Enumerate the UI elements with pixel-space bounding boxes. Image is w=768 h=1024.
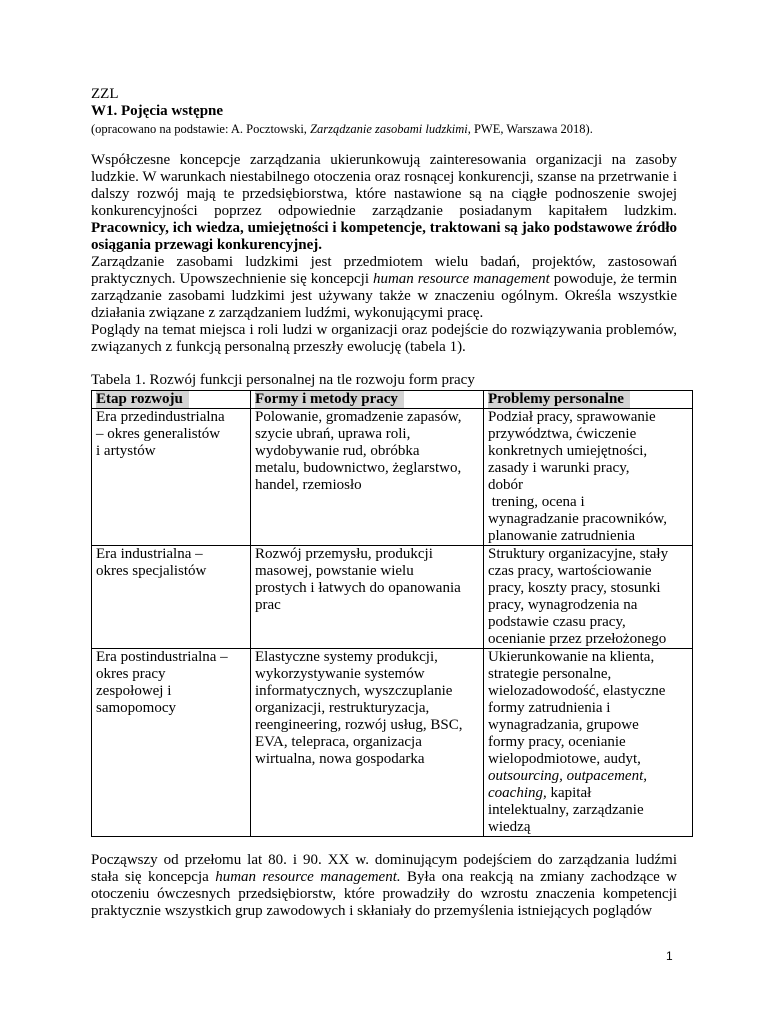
- document-page: [91, 86, 677, 920]
- problems-cell: Ukierunkowanie na klienta, strategie personalne, wielozadowodość, elastyczne formy zatrudnienia i wynagradzania, grupowe formy pracy, ocenianie wielopodmiotowe, audyt, outsourcing, outpacement, coaching, kapitał intelektualny, zarządzanie wiedzą: [484, 649, 693, 837]
- forms-cell: Rozwój przemysłu, produkcji masowej, powstanie wielu prostych i łatwych do opanowania prac: [251, 546, 484, 649]
- page-number: 1: [666, 949, 673, 963]
- problems-cell: Podział pracy, sprawowanie przywództwa, ćwiczenie konkretnych umiejętności, zasady i warunki pracy, dobór trening, ocena i wynagradzanie pracowników, planowanie zatrudnienia: [484, 409, 693, 546]
- header-forms: Formy i metody pracy: [251, 391, 484, 409]
- problems-cell: Struktury organizacyjne, stały czas pracy, wartościowanie pracy, koszty pracy, stosunki pracy, wynagrodzenia na podstawie czasu pracy, ocenianie przez przełożonego: [484, 546, 693, 649]
- table-row: [92, 546, 693, 649]
- table-row: [92, 649, 693, 837]
- stage-cell: Era industrialna – okres specjalistów: [92, 546, 251, 649]
- table-row: [92, 409, 693, 546]
- intro-paragraph: Współczesne koncepcje zarządzania ukierunkowują zainteresowania organizacji na zasoby ludzkie. W warunkach niestabilnego otoczenia oraz rosnącej konkurencji, szanse na przetrwanie i dalszy rozwój mają te przedsiębiorstwa, które nastawione są na ciągłe podnoszenie swojej konkurencyjności poprzez odpowiednie zarządzanie posiadanym kapitałem ludzkim. Pracownicy, ich wiedza, umiejętności i kompetencje, traktowani są jako podstawowe źródło osiągania przewagi konkurencyjnej.: [91, 152, 677, 253]
- forms-cell: Polowanie, gromadzenie zapasów, szycie ubrań, uprawa roli, wydobywanie rud, obróbka metalu, budownictwo, żeglarstwo, handel, rzemiosło: [251, 409, 484, 546]
- source-note: (opracowano na podstawie: A. Pocztowski, Zarządzanie zasobami ludzkimi, PWE, Warszawa 2018).: [91, 122, 593, 136]
- personnel-function-table: [91, 390, 693, 837]
- evolution-paragraph: Poglądy na temat miejsca i roli ludzi w organizacji oraz podejście do rozwiązywania problemów, związanych z funkcją personalną przeszły ewolucję (tabela 1).: [91, 322, 677, 355]
- hrm-history-paragraph: Począwszy od przełomu lat 80. i 90. XX w. dominującym podejściem do zarządzania ludźmi stała się koncepcja human resource management. Była ona reakcją na zmiany zachodzące w otoczeniu ówczesnych przedsiębiorstw, które prowadziły do wzrostu znaczenia kompetencji praktycznie wszystkich grup zawodowych i skłaniały do przemyślenia istniejących poglądów: [91, 852, 677, 919]
- header-problems: Problemy personalne: [484, 391, 693, 409]
- forms-cell: Elastyczne systemy produkcji, wykorzystywanie systemów informatycznych, wyszczuplanie organizacji, restrukturyzacja, reengineering, rozwój usług, BSC, EVA, telepraca, organizacja wirtualna, nowa gospodarka: [251, 649, 484, 837]
- course-code: ZZL: [91, 86, 119, 102]
- stage-cell: Era przedindustrialna – okres generalistów i artystów: [92, 409, 251, 546]
- hrm-paragraph: Zarządzanie zasobami ludzkimi jest przedmiotem wielu badań, projektów, zastosowań praktycznych. Upowszechnienie się koncepcji human resource management powoduje, że termin zarządzanie zasobami ludzkimi jest używany także w znaczeniu ogólnym. Określa wszystkie działania związane z zarządzaniem ludźmi, wykonującymi pracę.: [91, 254, 677, 321]
- header-stage: Etap rozwoju: [92, 391, 251, 409]
- lecture-title: W1. Pojęcia wstępne: [91, 103, 224, 119]
- table-caption: Tabela 1. Rozwój funkcji personalnej na tle rozwoju form pracy: [91, 372, 475, 388]
- stage-cell: Era postindustrialna – okres pracy zespołowej i samopomocy: [92, 649, 251, 837]
